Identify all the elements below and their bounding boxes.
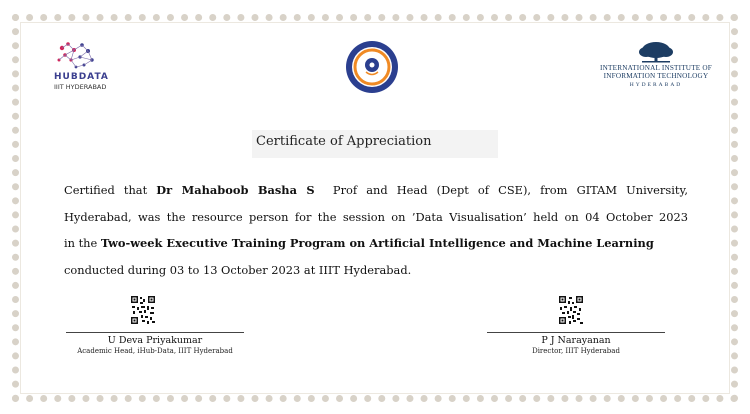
signatory-name-right: P J Narayanan bbox=[541, 335, 611, 346]
recipient-name: Dr Mahaboob Basha S bbox=[156, 183, 315, 197]
nmicps-seal-logo bbox=[338, 39, 406, 95]
signatory-role-right: Director, IIIT Hyderabad bbox=[532, 347, 620, 355]
certificate-title: Certificate of Appreciation bbox=[256, 134, 432, 149]
ihub-data-logo bbox=[50, 40, 130, 92]
iiit-name-line2: INFORMATION TECHNOLOGY bbox=[603, 72, 709, 80]
iiit-name-line1: INTERNATIONAL INSTITUTE OF bbox=[600, 64, 712, 72]
line1-suffix: Prof and Head (Dept of CSE), from GITAM University, bbox=[314, 183, 688, 197]
signature-line-left bbox=[66, 332, 244, 333]
signature-line-right bbox=[487, 332, 665, 333]
hub-data-wordmark: HUBDATA bbox=[54, 72, 109, 82]
qr-code-icon bbox=[130, 295, 156, 325]
body-line-3 bbox=[64, 230, 688, 257]
qr-code-right bbox=[558, 295, 584, 325]
seal-emblem-icon bbox=[344, 39, 400, 95]
signatory-role-left: Academic Head, iHub-Data, IIIT Hyderabad bbox=[77, 347, 233, 355]
body-line-4: conducted during 03 to 13 October 2023 at IIIT Hyderabad. bbox=[64, 262, 412, 277]
program-name: Two-week Executive Training Program on Artificial Intelligence and Machine Learning bbox=[100, 236, 654, 250]
line3-prefix: in the bbox=[64, 236, 101, 250]
qr-code-left bbox=[130, 295, 156, 325]
brain-network-icon bbox=[54, 40, 104, 74]
hub-data-subtitle: IIIT HYDERABAD bbox=[54, 83, 107, 91]
qr-code-icon bbox=[558, 295, 584, 325]
body-line-1 bbox=[64, 177, 688, 204]
iiit-city: HYDERABAD bbox=[629, 82, 683, 88]
body-line-2: Hyderabad, was the resource person for the session on ’Data Visualisation’ held on 04 October 2023 bbox=[64, 209, 688, 224]
certificate-body bbox=[64, 177, 688, 283]
signatory-name-left: U Deva Priyakumar bbox=[107, 335, 203, 346]
tree-emblem-icon bbox=[634, 40, 678, 64]
line1-prefix: Certified that bbox=[64, 183, 157, 197]
iiit-hyderabad-logo bbox=[598, 40, 714, 92]
